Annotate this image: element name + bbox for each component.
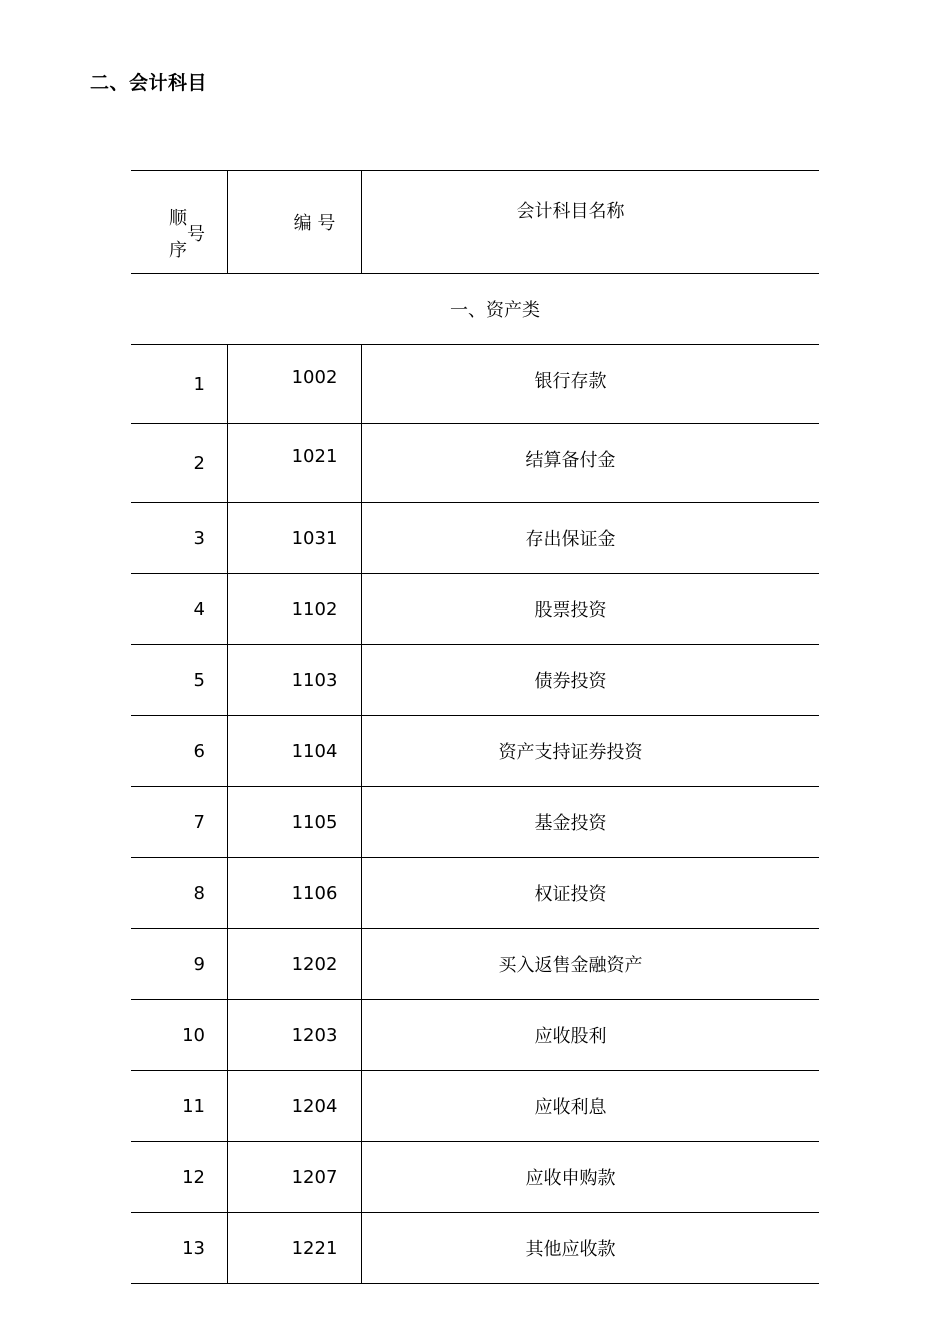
row-name: 其他应收款 [525, 1239, 616, 1260]
row-name: 基金投资 [534, 813, 607, 834]
row-seq: 11 [131, 1071, 228, 1141]
row-name: 买入返售金融资产 [498, 955, 643, 976]
row-code: 1102 [228, 574, 362, 644]
row-seq: 13 [131, 1213, 228, 1283]
row-code: 1203 [228, 1000, 362, 1070]
category-row [131, 274, 819, 345]
row-seq: 7 [131, 787, 228, 857]
row-seq: 5 [131, 645, 228, 715]
header-seq-line1: 顺序 [169, 208, 187, 261]
row-code: 1021 [228, 424, 362, 502]
row-seq: 3 [131, 503, 228, 573]
row-code: 1207 [228, 1142, 362, 1212]
table-header-row [131, 171, 819, 274]
row-seq: 12 [131, 1142, 228, 1212]
section-title: 二、会计科目 [90, 72, 208, 94]
row-code: 1031 [228, 503, 362, 573]
table-row [131, 929, 819, 1000]
table-row [131, 1000, 819, 1071]
row-name: 应收股利 [534, 1026, 607, 1047]
row-seq: 10 [131, 1000, 228, 1070]
row-name: 银行存款 [534, 371, 607, 392]
row-seq: 4 [131, 574, 228, 644]
row-code: 1002 [228, 345, 362, 423]
header-seq [131, 171, 228, 273]
table-row [131, 716, 819, 787]
table-row [131, 503, 819, 574]
row-name: 结算备付金 [525, 450, 616, 471]
table-row [131, 345, 819, 424]
accounts-table [131, 170, 819, 1284]
row-seq: 2 [131, 424, 228, 502]
table-row [131, 574, 819, 645]
row-name: 股票投资 [534, 600, 607, 621]
row-name: 权证投资 [534, 884, 607, 905]
table-row [131, 1142, 819, 1213]
table-row [131, 858, 819, 929]
table-row [131, 1071, 819, 1142]
table-row [131, 645, 819, 716]
header-name: 会计科目名称 [516, 201, 625, 222]
row-code: 1106 [228, 858, 362, 928]
row-code: 1105 [228, 787, 362, 857]
row-seq: 1 [131, 345, 228, 423]
row-seq: 9 [131, 929, 228, 999]
row-name: 资产支持证券投资 [498, 742, 643, 763]
header-seq-line2: 号 [187, 224, 205, 245]
table-row [131, 787, 819, 858]
row-seq: 6 [131, 716, 228, 786]
row-name: 应收申购款 [525, 1168, 616, 1189]
table-row [131, 424, 819, 503]
row-code: 1103 [228, 645, 362, 715]
row-code: 1221 [228, 1213, 362, 1283]
header-code: 编 号 [228, 171, 362, 273]
row-code: 1202 [228, 929, 362, 999]
row-name: 存出保证金 [525, 529, 616, 550]
row-seq: 8 [131, 858, 228, 928]
row-code: 1204 [228, 1071, 362, 1141]
category-label: 一、资产类 [450, 300, 540, 321]
row-name: 应收利息 [534, 1097, 607, 1118]
table-row [131, 1213, 819, 1284]
row-name: 债券投资 [534, 671, 607, 692]
row-code: 1104 [228, 716, 362, 786]
